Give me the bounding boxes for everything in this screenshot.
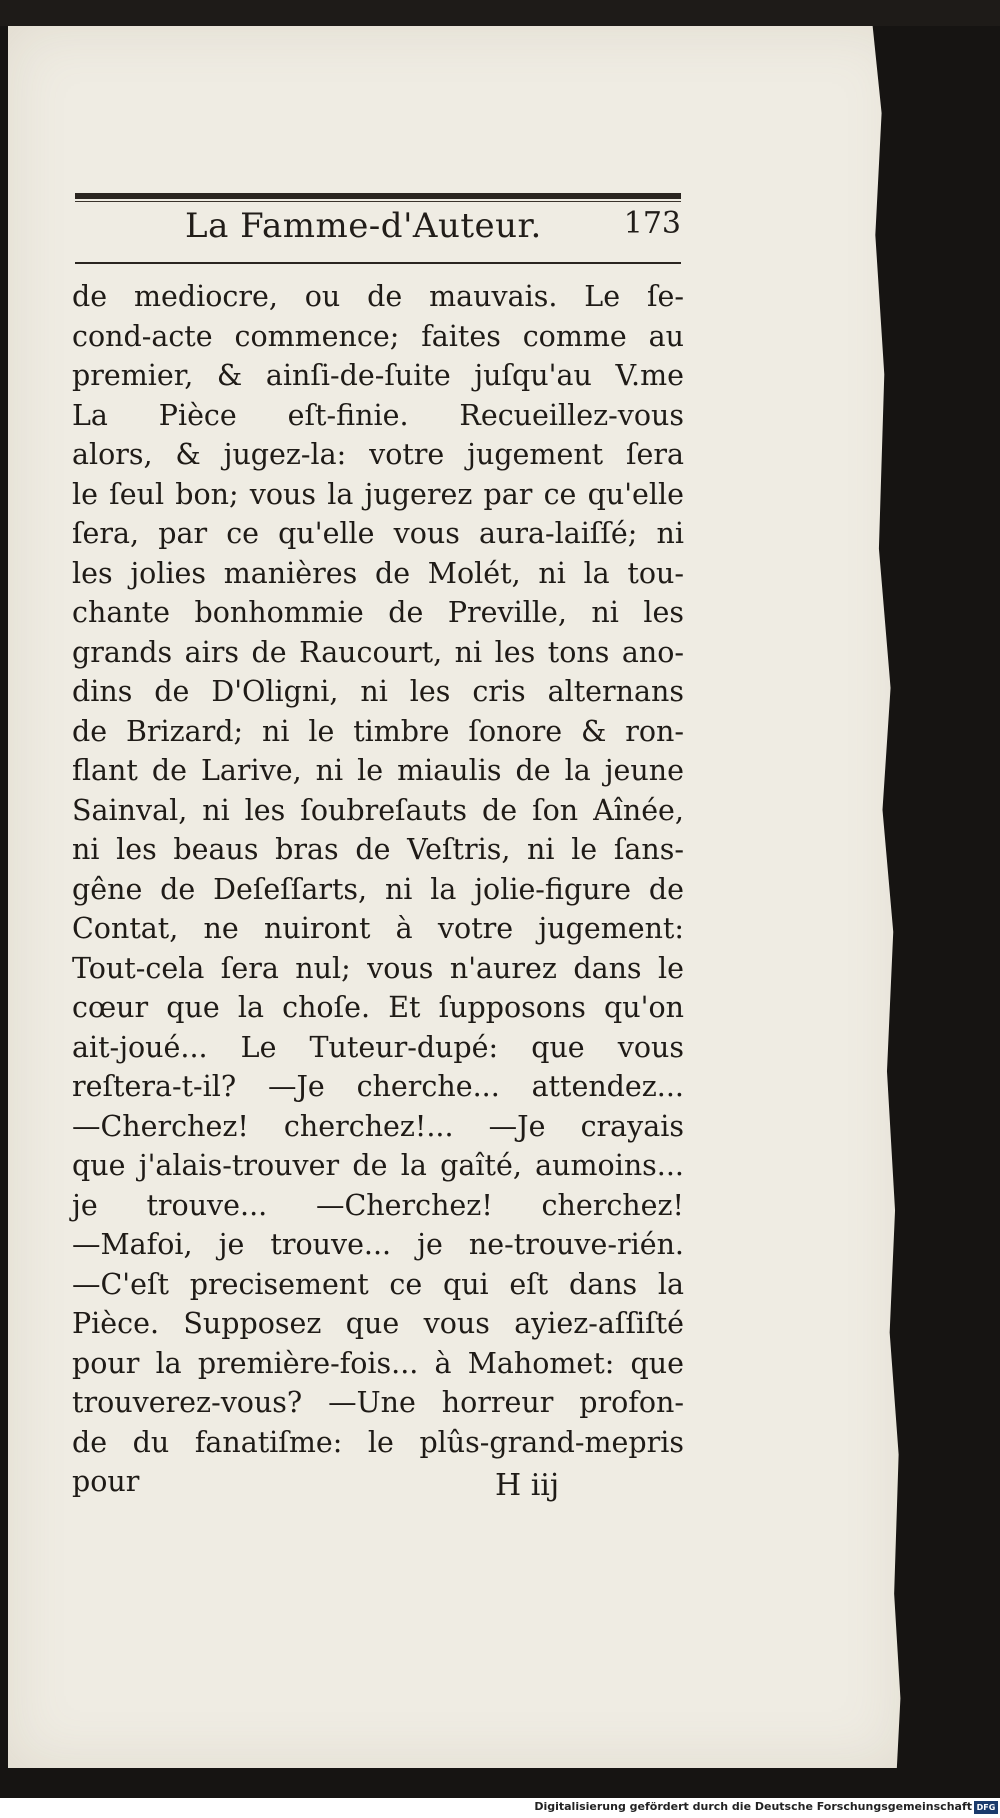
footer-credit: Digitalisierung gefördert durch die Deutsche Forschungsgemeinschaft [534, 1800, 972, 1813]
text-line: premier, & ainſi-de-ſuite juſqu'au V.me [72, 359, 684, 392]
text-line: ſera, par ce qu'elle vous aura-laiſſé; ni [72, 517, 684, 550]
text-line: cœur que la choſe. Et ſupposons qu'on [72, 991, 684, 1024]
text-line: Tout-cela ſera nul; vous n'aurez dans le [72, 951, 684, 985]
text-line: ait-joué... Le Tuteur-dupé: que vous [72, 1030, 684, 1064]
text-line: Contat, ne nuiront à votre jugement: [72, 912, 684, 945]
text-line: que j'alais-trouver de la gaîté, aumoins... [72, 1149, 684, 1182]
header-rule-top [75, 193, 681, 199]
text-line: les jolies manières de Molét, ni la tou- [72, 556, 684, 590]
text-line: chante bonhommie de Preville, ni les [72, 596, 684, 629]
page-number: 173 [623, 206, 681, 241]
scan-background-top [0, 0, 1000, 26]
text-line: ni les beaus bras de Veſtris, ni le ſans- [72, 833, 684, 866]
text-line: alors, & jugez-la: votre jugement ſera [72, 438, 684, 471]
text-line: pour la première-fois... à Mahomet: que [72, 1346, 684, 1380]
text-line: —C'eſt precisement ce qui eſt dans la [72, 1267, 684, 1301]
text-line: Sainval, ni les ſoubreſauts de ſon Aînée, [72, 793, 684, 827]
text-line: La Pièce eſt-finie. Recueillez-vous [72, 398, 684, 432]
text-line: dins de D'Oligni, ni les cris alternans [72, 675, 684, 708]
text-line: je trouve... —Cherchez! cherchez! [72, 1188, 684, 1222]
text-line: flant de Larive, ni le miaulis de la jeune [72, 754, 684, 787]
text-line: —Cherchez! cherchez!... —Je crayais [72, 1109, 684, 1143]
text-line: —Mafoi, je trouve... je ne-trouve-rién. [72, 1228, 684, 1261]
running-head [75, 206, 681, 254]
text-line: de Brizard; ni le timbre ſonore & ron- [72, 714, 684, 748]
text-line: de mediocre, ou de mauvais. Le ſe- [72, 280, 684, 313]
dfg-logo-icon: DFG [974, 1801, 998, 1814]
header-rule-bottom [75, 262, 681, 264]
text-line: le ſeul bon; vous la jugerez par ce qu'elle [72, 477, 684, 511]
footer-bar [0, 1798, 1000, 1818]
signature-mark: H iij [495, 1468, 560, 1503]
text-line: Pièce. Supposez que vous ayiez-aſſiſté [72, 1307, 684, 1340]
text-line: reſtera-t-il? —Je cherche... attendez... [72, 1070, 684, 1103]
text-line: grands airs de Raucourt, ni les tons ano- [72, 635, 684, 669]
text-line: trouverez-vous? —Une horreur profon- [72, 1386, 684, 1419]
text-line: gêne de Deſeſſarts, ni la jolie-figure de [72, 872, 684, 906]
text-line: de du fanatiſme: le plûs-grand-mepris pour [72, 1425, 684, 1498]
text-line: cond-acte commence; faites comme au [72, 319, 684, 353]
running-title: La Famme-d'Auteur. [185, 206, 542, 246]
